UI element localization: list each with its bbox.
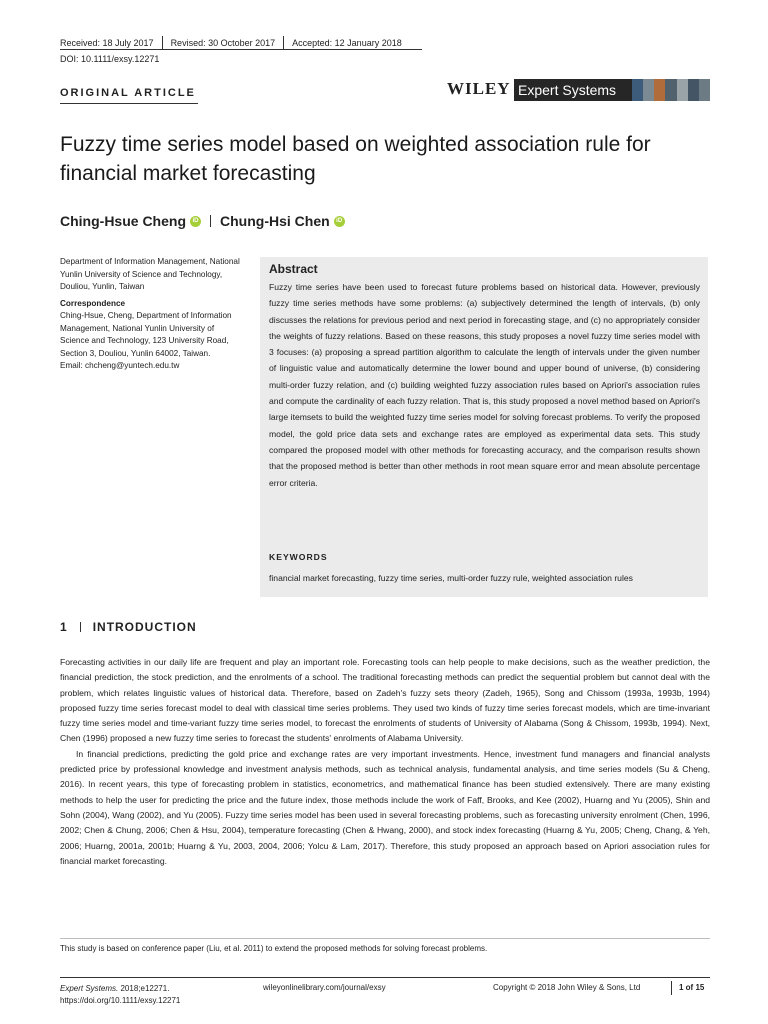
history-dates bbox=[60, 36, 402, 50]
divider bbox=[671, 981, 672, 995]
header-rule bbox=[60, 49, 422, 50]
article-type: ORIGINAL ARTICLE bbox=[60, 87, 196, 99]
paragraph: Forecasting activities in our daily life are frequent and play an important role. Forecasting tools can help people to make decisions, such as the weather prediction, the financial prediction, the stock prediction, and the enrolments of a school. The traditional forecasting methods can predict the sequential problem but cannot deal with the problem, which relates linguistic values of historical data. Therefore, based on Zadeh's fuzzy sets theory (Zadeh, 1965), Song and Chissom (1993a, 1993b, 1994) proposed fuzzy time series forecast model to deal with classical time series problems. They used two kinds of fuzzy time series forecast models, which are time-invariant fuzzy time series model and time-variant fuzzy time series model, to forecast the enrolments of students of University of Alabama (Song & Chissom, 1993b, 1994). Next, Chen (1996) proposed a new fuzzy time series to forecast the students' enrolments of Alabama University. bbox=[60, 657, 710, 744]
body-text bbox=[60, 655, 710, 869]
divider bbox=[80, 622, 81, 632]
footer-rule bbox=[60, 977, 710, 978]
article-type-rule bbox=[60, 103, 198, 104]
footer-copyright: Copyright © 2018 John Wiley & Sons, Ltd bbox=[493, 983, 641, 992]
footer-volume: 2018;e12271. bbox=[118, 984, 170, 993]
received-date: Received: 18 July 2017 bbox=[60, 38, 154, 48]
abstract-heading: Abstract bbox=[269, 262, 318, 276]
revised-date: Revised: 30 October 2017 bbox=[170, 38, 276, 48]
affiliation-block bbox=[60, 256, 240, 373]
doi[interactable]: DOI: 10.1111/exsy.12271 bbox=[60, 54, 160, 64]
publisher-logo: WILEY bbox=[447, 79, 511, 98]
page-number: 1 of 15 bbox=[679, 983, 705, 992]
footer-doi-link[interactable]: https://doi.org/10.1111/exsy.12271 bbox=[60, 996, 181, 1005]
affiliation: Department of Information Management, National Yunlin University of Science and Technology, Douliou, Yunlin, Taiwan bbox=[60, 257, 240, 291]
paragraph: In financial predictions, predicting the gold price and exchange rates are very important investments. Hence, investment fund managers and financial analysts predicted price by professional knowledge and investment analysis methods, such as technical analysis, fundamental analysis, and time series models (Su & Cheng, 2016). In recent years, this type of forecasting problem in statistics, econometrics, and mathematical finance has been studied extensively. There are many existing methods to help the user for predicting the price and the future index, those methods include the work of Faff, Brooks, and Kee (2002), Huarng and Yu (2005), Shin and Sohn (2004), Wang (2002), and Yu (2005). Fuzzy time series model has been used in several forecasting problems, such as forecasting university enrolment (Chen, 1996, 2002; Chen & Chung, 2006; Chen & Hsu, 2004), temperature forecasting (Chen & Hwang, 2000), and stock index forecasting (Huarng & Yu, 2005; Cheng, Chang, & Yeh, 2006; Huarng, 2001a, 2001b; Huarng & Yu, 2003, 2004, 2006; Yolcu & Lam, 2017). Therefore, this study proposed an approach based on Apriori association rules for financial market forecasting. bbox=[60, 748, 710, 866]
divider bbox=[162, 36, 163, 50]
divider bbox=[283, 36, 284, 50]
section-title: INTRODUCTION bbox=[92, 620, 197, 634]
author-list bbox=[60, 213, 345, 229]
orcid-icon[interactable]: iD bbox=[190, 216, 201, 227]
journal-logo bbox=[514, 79, 710, 101]
divider bbox=[210, 215, 211, 227]
keywords: financial market forecasting, fuzzy time series, multi-order fuzzy rule, weighted association rules bbox=[269, 573, 633, 583]
keywords-heading: KEYWORDS bbox=[269, 552, 328, 562]
section-number: 1 bbox=[60, 620, 68, 634]
accepted-date: Accepted: 12 January 2018 bbox=[292, 38, 402, 48]
journal-logo-strip bbox=[632, 79, 710, 101]
correspondence-email[interactable]: Email: chcheng@yuntech.edu.tw bbox=[60, 361, 180, 370]
footnote: This study is based on conference paper (Liu, et al. 2011) to extend the proposed methods for solving forecast problems. bbox=[60, 944, 488, 953]
author-name[interactable]: Chung-Hsi Chen bbox=[220, 213, 330, 229]
orcid-icon[interactable]: iD bbox=[334, 216, 345, 227]
author-name[interactable]: Ching-Hsue Cheng bbox=[60, 213, 186, 229]
paper-title: Fuzzy time series model based on weighted association rule for financial market forecasting bbox=[60, 133, 651, 185]
footer-citation bbox=[60, 983, 180, 1007]
correspondence-address: Ching-Hsue, Cheng, Department of Information Management, National Yunlin University of Science and Technology, 123 University Road, Section 3, Douliou, Yunlin 64002, Taiwan. bbox=[60, 311, 232, 358]
abstract-text: Fuzzy time series have been used to forecast future problems based on historical data. However, previously fuzzy time series methods have some problems: (a) subjectively determined the length of intervals, (b) only discusses the relations for previous period and next period in forecasting stage, and (c) no appropriately consider the weights of fuzzy relations. Based on these reasons, this study proposes a novel fuzzy time series model with 3 focuses: (a) proposing a spread partition algorithm to calculate the length of intervals under the given number of linguistic value and automatically determine the lower bound and upper bound of universe, (b) considering multi-order fuzzy relation, and (c) building weighted fuzzy association rules based on Apriori's association rules and compute the cardinality of each fuzzy relation. That is, this study proposed a novel method based on Apriori's large itemsets to build the weighted fuzzy time series model for solving forecast problems. To verify the proposed model, the gold price data sets and exchange rates are employed as experimental data sets. This study compared the proposed model with other methods for forecasting accuracy, and the comparison results shown that the proposed method is better than other methods in root mean square error and mean absolute percentage error criteria. bbox=[269, 282, 700, 488]
footer-website-link[interactable]: wileyonlinelibrary.com/journal/exsy bbox=[263, 983, 386, 992]
footer-journal: Expert Systems. bbox=[60, 984, 119, 993]
section-heading bbox=[60, 620, 197, 634]
footnote-rule bbox=[60, 938, 710, 939]
journal-name: Expert Systems bbox=[518, 82, 617, 98]
correspondence-heading: Correspondence bbox=[60, 298, 126, 308]
